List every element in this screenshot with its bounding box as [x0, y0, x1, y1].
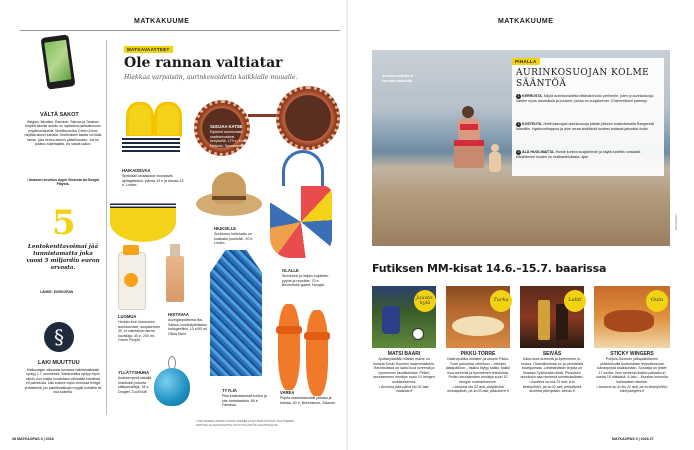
- bar-card-3: [520, 352, 584, 394]
- travel-clothes-tag: MATKAVAATTEET: [124, 46, 173, 53]
- headline: Ole rannan valtiatar: [124, 55, 283, 71]
- product-text-5: Herkän ihon luomuinen aurinkovoide, suojakerroin 30, ei valmiaisia merne kuvallaja, 40 e, 200 ml, Green People.: [118, 320, 160, 343]
- city-badge-4: Oulu: [646, 290, 668, 312]
- disclaimer: TUOTTEIDEN HINNAT VOIVAT VAIHDELLA MYYMÄLÖITTÄIN. TUOTTEIDEN HINTOJA JA SAATAVUUTTA VOI KYSYÄ MYÖS VALMISTAJILTA.: [196, 419, 295, 427]
- quote: Lentokenttavoimai jää tunnistamatta joka vuosi 5 miljardin euron arvosta.: [26, 244, 100, 271]
- bar-extra-4: • Avoinna su-to klo 22 asti; pe-la keskiyöhön; stickywingers.fi: [596, 384, 668, 394]
- tunic-image: [200, 250, 272, 380]
- right-section-header: MATKAKUUME: [498, 18, 554, 25]
- photo-credit: iStockphoto: [674, 214, 678, 230]
- rule-number-2: 2: [517, 122, 520, 126]
- football-title: Futiksen MM-kisat 14.6.–15.7. baarissa: [372, 262, 607, 275]
- left-section-header: MATKAKUUME: [134, 18, 190, 25]
- product-text-2: Rydoirel aurinkolasit vaaleanruskeat kehyksillä, 179 e, Kranu Helsinki, Specsavers.: [210, 130, 249, 148]
- law-text: Matkustajan oikeuksia turvaava valmismatkalaki syntyy 1.7. mennessä. Valmismatka syntyy myös silloin, kun matka koostetaan vähintään kahdesta eri palvelusta. Laki koskee myös verkossa tehtyjä yhdistelmiä, jos pakettimatkojen myyjät kohdella tai osa tuotteita.: [24, 368, 102, 395]
- product-text-8: Pitsi kelahdaseiskit tunika ja kite rantabasiisin, 80 e, Fantasia.: [222, 394, 267, 408]
- rule-text-1: Käytä aurinkovoidetta riittävästi koko perheelle, joten jo aurinkosuoja. Vahtee myös rasvauksia ja puuseet, joissa on suojakerroin. Ensimmäinen parempi.: [516, 94, 654, 103]
- big-number: 5: [52, 203, 76, 243]
- sun-hat-image: [196, 168, 262, 222]
- bar-card-1: [372, 352, 436, 394]
- product-title-8: TYYLIÄ: [222, 388, 237, 393]
- sun-rule-2: [516, 122, 660, 132]
- product-title-4: OLALLE: [282, 268, 299, 273]
- rule-text-3: Huiste korkea suojakerroin ja käytä tuotetta runsaasti. Kärsitämme kuuten on vesikasteluitasta, ajan.: [516, 150, 642, 159]
- product-title-6: HOITAVAA: [168, 312, 189, 317]
- bar-text-1: Jyväskylästään Matsin maine on kivoirat Keski-Suomen laajemmallekin. Ravintolassa on kaksi isoa screeniä ja kymmenen tavallistoksia. Peilen seuraammen ennätys mutu 10 hengen ruokiareserves.: [373, 357, 435, 384]
- quote-source: LÄHDE: EUROOPAN: [40, 290, 74, 294]
- aftersun-bottle-image: [166, 244, 184, 304]
- sun-rule-3: [516, 150, 660, 160]
- city-badge-1: Juusto-kylä: [414, 290, 436, 312]
- product-title-3: HIUKSILLE: [214, 226, 237, 231]
- sidebar-divider: [106, 40, 107, 415]
- product-text-1: Spektaali ostaakokot innostavat apilagaleskin, yläosa 19 e ja alaosa 15 e, Lindex.: [122, 174, 184, 188]
- paragraph-icon: §: [44, 322, 74, 352]
- sun-rules-tag: PIHALLA: [512, 58, 540, 65]
- product-title-1: HAIKAISEVAA: [122, 168, 151, 173]
- avoid-fines-title: VÄLTÄ SAKOT: [40, 112, 79, 118]
- phone-icon: [41, 34, 76, 89]
- sandals-image: [272, 300, 338, 400]
- rule-number-3: 3: [517, 150, 520, 154]
- product-title-2: SUOJAA KATSE: [210, 124, 243, 129]
- rule-title-1: KERROSTA.: [522, 94, 543, 98]
- sun-rules-title: AURINKOSUOJAN KOLME SÄÄNTÖÄ: [516, 68, 650, 89]
- bar-text-3: Kaksi isoa screeniä ja kymmenen tv-ruutua. Olutvalikoimaa on ja perinteisiä baarijuomaa. Lahtelaisittain terjolla on Ilmassa Sylvinkalla niistä. Pursuisen annoksiin saa nimensä komistuksillaan.: [520, 357, 584, 380]
- page-gutter: [346, 0, 348, 450]
- product-title-7: YLLÄTYSHUNA: [118, 370, 150, 375]
- avoid-fines-link: • Ilmainen sovellus Apple Storesta tai Google Playsta.: [26, 178, 100, 187]
- bar-extra-3: • Avoinna su-ma 21 asti; ti-to keskiyöhön, pe-la 02 asti; pelipäivinä avoinna pitempään; seivas.fi: [522, 379, 582, 394]
- bar-name-1: MATSI BAARI: [387, 351, 421, 357]
- bar-card-4: [596, 352, 668, 394]
- rule-text-2: Hellit kaavojasi aurinkosuoja päivän jälkeen kosteuttavalla Rangerlotti lotionitiin. Hyaluronihappoa ja aloe veraa sisältävät tuotteet auttavat jaksoiksi iholla.: [516, 122, 655, 131]
- product-text-6: Auringanpoltteina ilta-Sahtuu monikäyttöiseksi hoitogeeliksi, 10 e/50 ml, Olivia Klein.: [168, 318, 208, 336]
- right-page-footer: MATKAOPAS 3 | 2018 27: [612, 437, 654, 441]
- law-title: LAKI MUUTTUU: [38, 360, 80, 366]
- rule-title-3: ÄLÄ HUOLIMATTA.: [522, 150, 555, 154]
- sunscreen-bottle-image: [118, 252, 146, 310]
- keyring-image: [152, 356, 192, 408]
- bar-text-4: Pohjois-Suomen jalkapallofanien yksikköhuilla korkeintaan teripolarneoan kananpöytä kaakkunaan. Socasija on jestet 17 suotta. Ison screenin lisäksi paikalla on useita 15 näkkänä. A-talo – Muutoin kunnolla kotimaisten alueilla.: [596, 357, 668, 384]
- bar-name-3: SEIVÄS: [542, 351, 562, 357]
- bar-extra-1: • Avoinna joka päivä klo 02 asti; matsibar.fi: [378, 384, 430, 394]
- rule-title-2: KOSTEUTA.: [522, 122, 543, 126]
- photo-caption: Aurinkovoidetta ei kannata säästellä.: [382, 74, 414, 83]
- product-text-9: Pupita maaristansdalit jalkaan ja kahlaa, 40 e, Birkenstock, Zalando.: [280, 396, 337, 405]
- left-page-footer: 38 MATKAOPAS 3 | 2018: [12, 437, 54, 441]
- product-text-4: Sinivihreä ja heljain sojoitetto pyyhe ja repeäbe, 70 e, Beckstroke-gaard, Nougat.: [282, 274, 329, 288]
- city-badge-2: Turku: [490, 290, 512, 312]
- city-badge-3: Lahti: [564, 290, 586, 312]
- sun-rules-box: [512, 58, 664, 176]
- product-text-3: Suuliremu hellehattu on kuiskattu puoliväin, 20 e, Lindex.: [214, 232, 254, 246]
- bikini-top-image: [118, 88, 186, 160]
- bar-extra-2: • Avoinna klo 23 asti; pelipäivinä torstaipäisin; pe-la 03 asti; pikkutorre.fi: [447, 384, 509, 394]
- bar-text-2: Gastropubika klotisten ja utoune Pikku-Torre panostaa urheiluun – eteinkin jalkapalloon – lisäksi löytyy kaikki, kaikki isoa screeniä ja kymmenen televisiota. Pelien seuraamisen ennätys suuri 10 hengen ruokiareserves.: [446, 357, 510, 384]
- beach-bag-image: [266, 150, 336, 266]
- bar-name-4: STICKY WINGERS: [610, 351, 654, 357]
- bar-card-2: [446, 352, 510, 394]
- avoid-fines-text: Belgian, Itävallan, Ranskan, Saksan ja Tanskan tietyillä alueilla autoilu on rajoitettua paikkakunnan ympäristöalueilla. Mobiilisovellus Green Zones näyttää alueet kartalla. Sovelluksen kautta voi tilata tarran, joka kertoo autoon päästöluokan. Jos se puuttuu kuljettajalta, voi saada sakon.: [24, 120, 102, 147]
- sidebar: [20, 30, 104, 420]
- rule-number-1: 1: [517, 94, 520, 98]
- bar-name-2: PIKKU-TORRE: [460, 351, 496, 357]
- sun-rule-1: [516, 94, 660, 104]
- product-title-5: LUOMUA: [118, 314, 137, 319]
- bikini-bottom-image: [110, 198, 178, 250]
- product-title-9: VAREA: [280, 390, 295, 395]
- product-text-7: Avaimenperä säkällä reaktiokin puiseta yllätysmalleja, 18 e, Dragfet, CoolStuff.: [118, 376, 152, 394]
- subhead: Hiekkaa varpaisiin, aurinkovoidetta kaikkialle muualle.: [124, 74, 298, 81]
